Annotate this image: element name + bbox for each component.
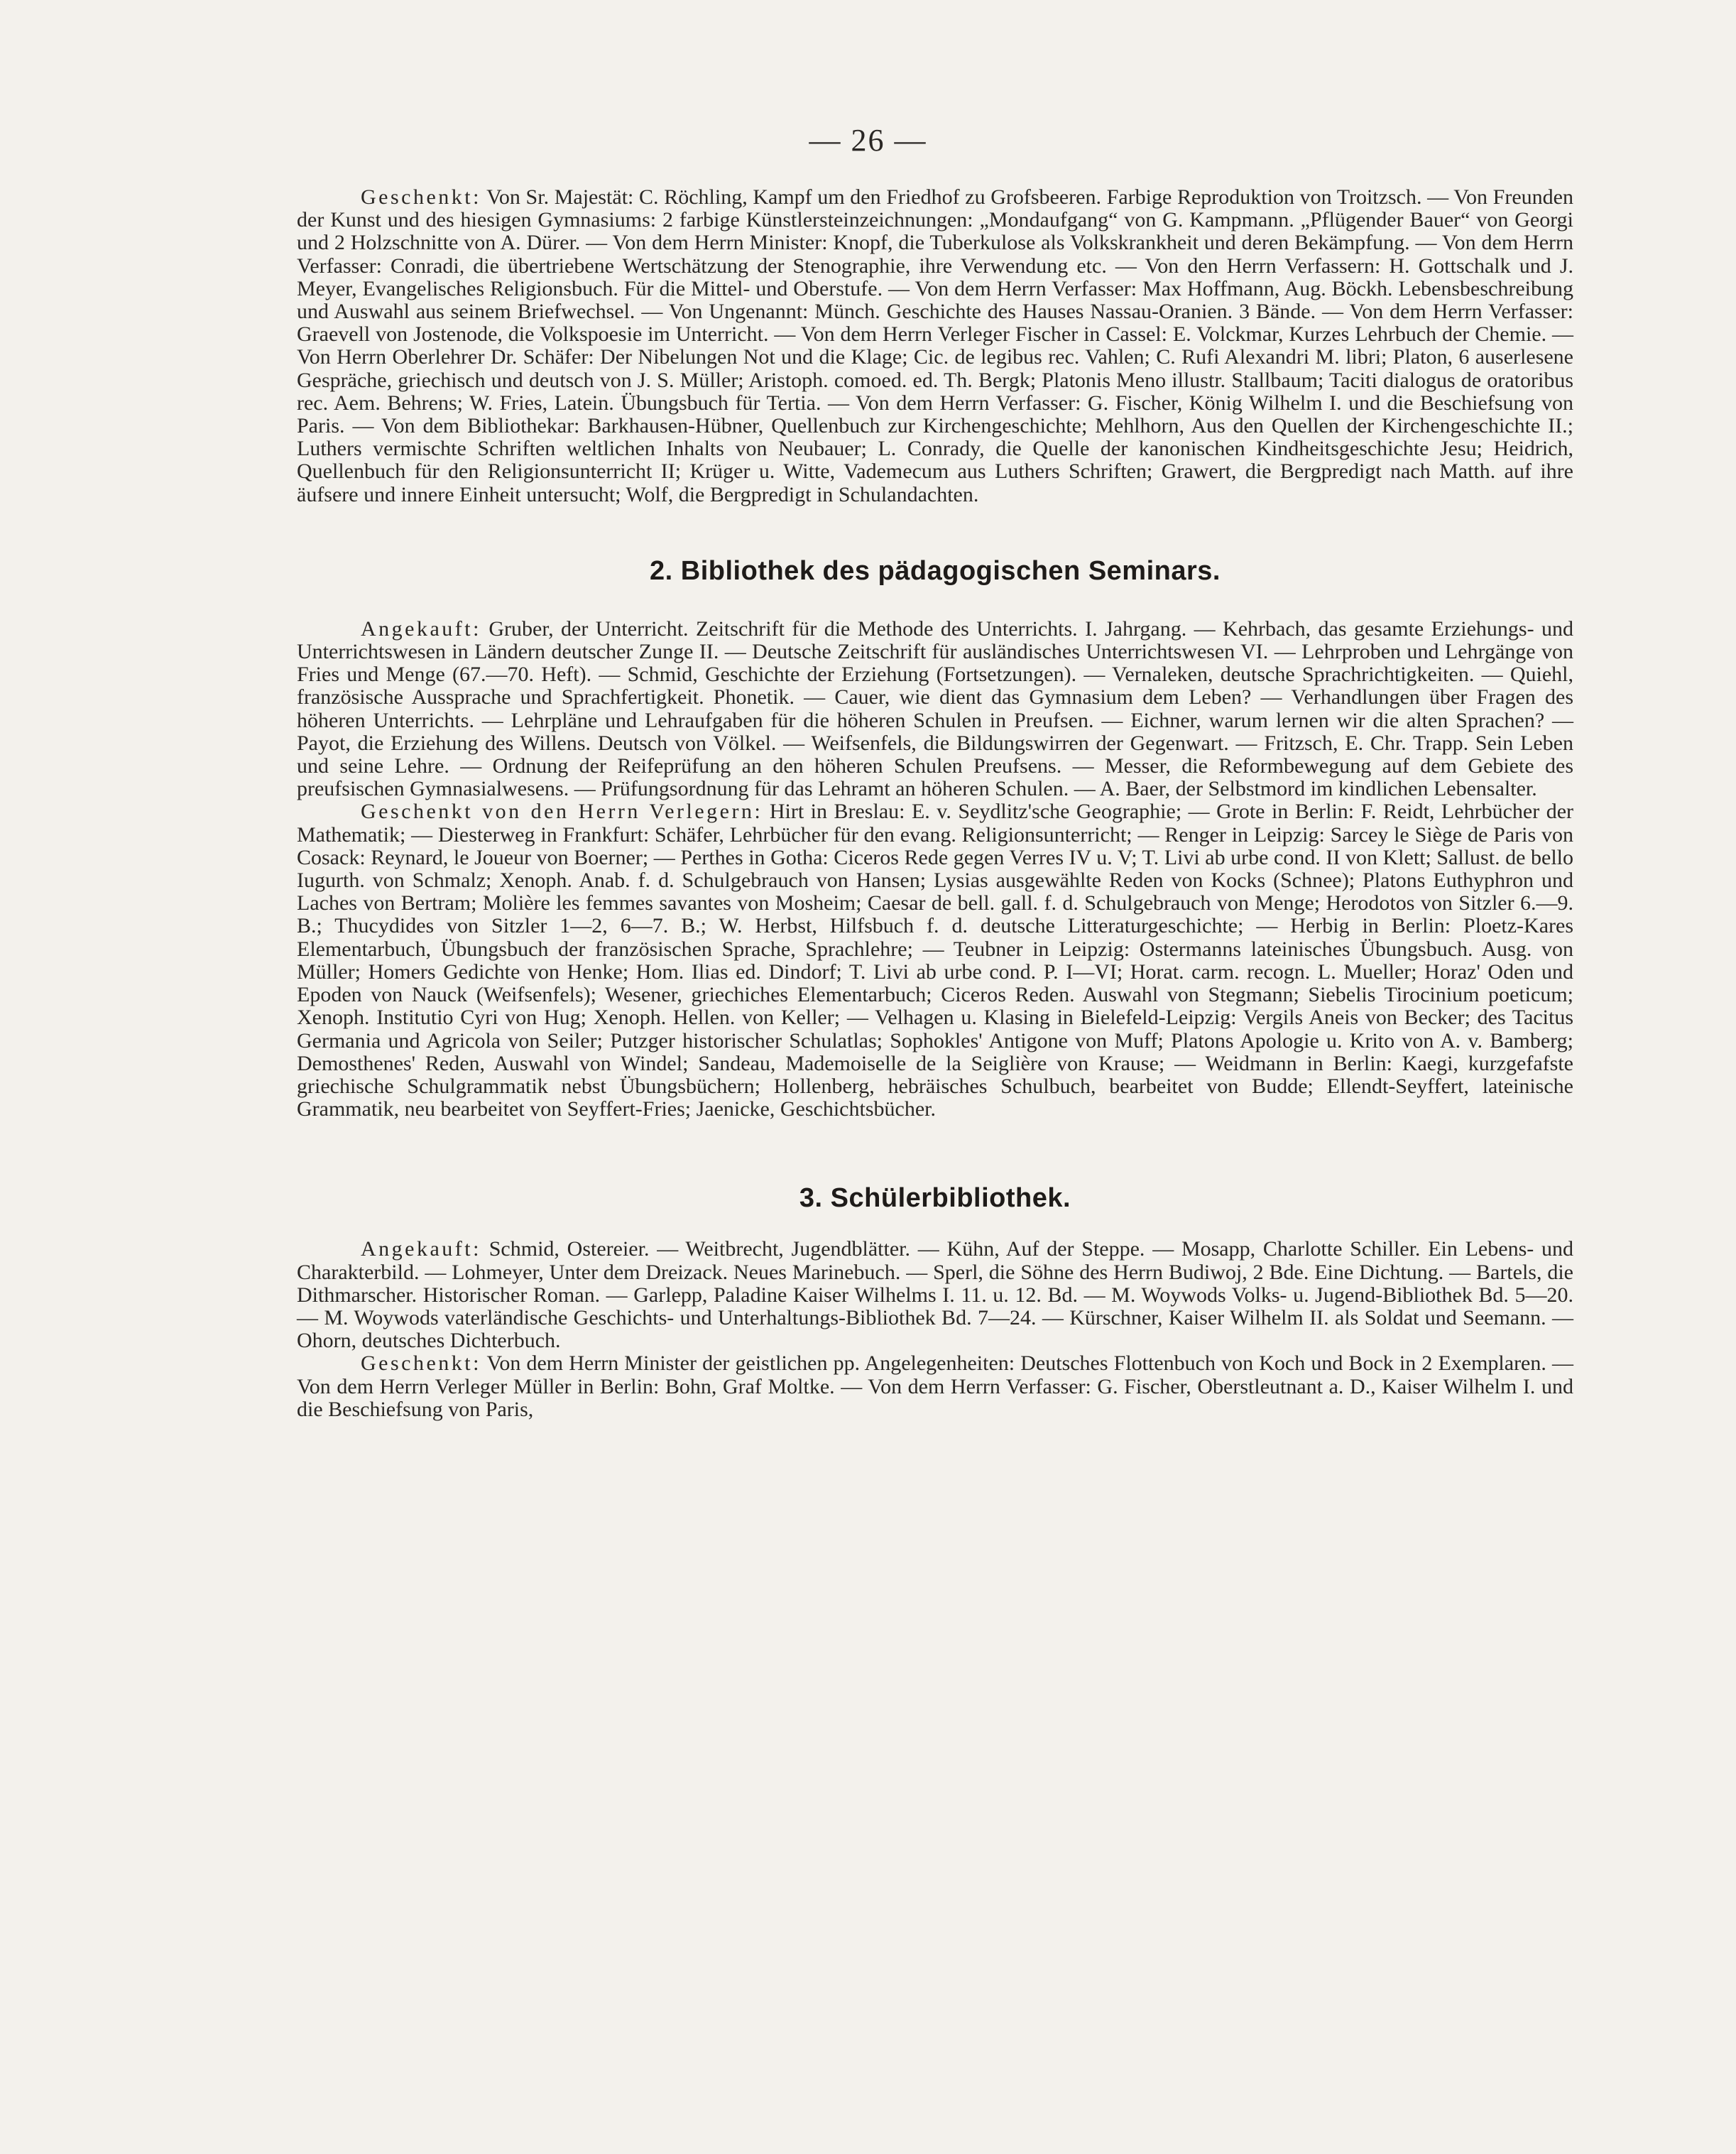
pupil-library-heading: 3. Schülerbibliothek.: [799, 1183, 1071, 1214]
seminar-gifts-paragraph: [297, 800, 1573, 1121]
seminar-purchased-paragraph: [297, 618, 1573, 801]
pupil-purchased-text: Schmid, Ostereier. — Weitbrecht, Jugendblätter. — Kühn, Auf der Steppe. — Mosapp, Charlotte Schiller. Ein Lebens- und Charakterbild. — Lohmeyer, Unter dem Dreizack. Neues Marinebuch. — Sperl, die Söhne des Herrn Budiwoj, 2 Bde. Eine Dichtung. — Bartels, die Dithmarscher. Historischer Roman. — Garlepp, Paladine Kaiser Wilhelms I. 11. u. 12. Bd. — M. Woywods Volks- u. Jugend-Bibliothek Bd. 5—20. — M. Woywods vaterländische Geschichts- und Unterhaltungs-Bibliothek Bd. 7—24. — Kürschner, Kaiser Wilhelm II. als Soldat und Seemann. — Ohorn, deutsches Dichterbuch.: [297, 1237, 1573, 1353]
seminar-purchased-text: Gruber, der Unterricht. Zeitschrift für die Methode des Unterrichts. I. Jahrgang. — Kehrbach, das gesamte Erziehungs- und Unterrichtswesen in Ländern deutscher Zunge II. — Deutsche Zeitschrift für ausländisches Unterrichtswesen VI. — Lehrproben und Lehrgänge von Fries und Menge (67.—70. Heft). — Schmid, Geschichte der Erziehung (Fortsetzungen). — Vernaleken, deutsche Sprachrichtigkeiten. — Quiehl, französische Aussprache und Sprachfertigkeit. Phonetik. — Cauer, wie dient das Gymnasium dem Leben? — Verhandlungen über Fragen des höheren Unterrichts. — Lehrpläne und Lehraufgaben für die höheren Schulen in Preufsen. — Eichner, warum lernen wir die alten Sprachen? — Payot, die Erziehung des Willens. Deutsch von Völkel. — Weifsenfels, die Bildungswirren der Gegenwart. — Fritzsch, E. Chr. Trapp. Sein Leben und seine Lehre. — Ordnung der Reifeprüfung an den höheren Schulen Preufsens. — Messer, die Reformbewegung auf dem Gebiete des preufsischen Gymnasialwesens. — Prüfungsordnung für das Lehramt an höheren Schulen. — A. Baer, der Selbstmord im kindlichen Lebensalter.: [297, 616, 1574, 801]
intro-gifts-paragraph: [297, 186, 1573, 506]
page-number: — 26 —: [809, 123, 927, 158]
pupil-gifts-paragraph: [297, 1352, 1573, 1421]
intro-gifts-lead: Geschenkt:: [361, 185, 481, 209]
seminar-gifts-text: Hirt in Breslau: E. v. Seydlitz'sche Geographie; — Grote in Berlin: F. Reidt, Lehrbücher der Mathematik; — Diesterweg in Frankfurt: Schäfer, Lehrbücher für den evang. Religionsunterricht; — Renger in Leipzig: Sarcey le Siège de Paris von Cosack: Reynard, le Joueur von Boerner; — Perthes in Gotha: Ciceros Rede gegen Verres IV u. V; T. Livi ab urbe cond. II von Klett; Sallust. de bello Iugurth. von Schmalz; Xenoph. Anab. f. d. Schulgebrauch von Hansen; Lysias ausgewählte Reden von Kocks (Schnee); Platons Euthyphron und Laches von Bertram; Molière les femmes savantes von Mosheim; Caesar de bell. gall. f. d. Schulgebrauch von Menge; Herodotos von Sitzler 6.—9. B.; Thucydides von Sitzler 1—2, 6—7. B.; W. Herbst, Hilfsbuch f. d. deutsche Litteraturgeschichte; — Herbig in Berlin: Ploetz-Kares Elementarbuch, Übungsbuch der französischen Sprache, Sprachlehre; — Teubner in Leipzig: Ostermanns lateinisches Übungsbuch. Ausg. von Müller; Homers Gedichte von Henke; Hom. Ilias ed. Dindorf; T. Livi ab urbe cond. P. I—VI; Horat. carm. recogn. L. Mueller; Horaz' Oden und Epoden von Nauck (Weifsenfels); Wesener, griechiches Elementarbuch; Ciceros Reden. Auswahl von Stegmann; Siebelis Tirocinium poeticum; Xenoph. Institutio Cyri von Hug; Xenoph. Hellen. von Keller; — Velhagen u. Klasing in Bielefeld-Leipzig: Vergils Aneis von Becker; des Tacitus Germania und Agricola von Seiler; Putzger historischer Schulatlas; Sophokles' Antigone von Muff; Platons Apologie u. Krito von A. v. Bamberg; Demosthenes' Reden, Auswahl von Windel; Sandeau, Mademoiselle de la Seiglière von Krause; — Weidmann in Berlin: Kaegi, kurzgefafste griechische Schulgrammatik nebst Übungsbüchern; Hollenberg, hebräisches Schulbuch, bearbeitet von Budde; Ellendt-Seyffert, lateinische Grammatik, neu bearbeitet von Seyffert-Fries; Jaenicke, Geschichtsbücher.: [297, 800, 1573, 1121]
pupil-purchased-lead: Angekauft:: [361, 1237, 481, 1261]
seminar-library-heading: 2. Bibliothek des pädagogischen Seminars.: [650, 555, 1221, 586]
pupil-gifts-lead: Geschenkt:: [361, 1351, 481, 1376]
seminar-purchased-lead: Angekauft:: [361, 616, 481, 641]
intro-gifts-text: Von Sr. Majestät: C. Röchling, Kampf um den Friedhof zu Grofsbeeren. Farbige Reproduktion von Troitzsch. — Von Freunden der Kunst und des hiesigen Gymnasiums: 2 farbige Künstlersteinzeichnungen: „Mondaufgang“ von G. Kampmann. „Pflügender Bauer“ von Georgi und 2 Holzschnitte von A. Dürer. — Von dem Herrn Minister: Knopf, die Tuberkulose als Volkskrankheit und deren Bekämpfung. — Von dem Herrn Verfasser: Conradi, die übertriebene Wertschätzung der Stenographie, ihre Verwendung etc. — Von den Herrn Verfassern: H. Gottschalk und J. Meyer, Evangelisches Religionsbuch. Für die Mittel- und Oberstufe. — Von dem Herrn Verfasser: Max Hoffmann, Aug. Böckh. Lebensbeschreibung und Auswahl aus seinem Briefwechsel. — Von Ungenannt: Münch. Geschichte des Hauses Nassau-Oranien. 3 Bände. — Von dem Herrn Verfasser: Graevell von Jostenode, die Volkspoesie im Unterricht. — Von dem Herrn Verleger Fischer in Cassel: E. Volckmar, Kurzes Lehrbuch der Chemie. — Von Herrn Oberlehrer Dr. Schäfer: Der Nibelungen Not und die Klage; Cic. de legibus rec. Vahlen; C. Rufi Alexandri M. libri; Platon, 6 auserlesene Gespräche, griechisch und deutsch von J. S. Müller; Aristoph. comoed. ed. Th. Bergk; Platonis Meno illustr. Stallbaum; Taciti dialogus de oratoribus rec. Aem. Behrens; W. Fries, Latein. Übungsbuch für Tertia. — Von dem Herrn Verfasser: G. Fischer, König Wilhelm I. und die Beschiefsung von Paris. — Von dem Bibliothekar: Barkhausen-Hübner, Quellenbuch zur Kirchengeschichte; Mehlhorn, Aus den Quellen der Kirchengeschichte II.; Luthers vermischte Schriften weltlichen Inhalts von Neubauer; L. Conrady, die Quelle der kanonischen Kindheitsgeschichte Jesu; Heidrich, Quellenbuch für den Religionsunterricht II; Krüger u. Witte, Vademecum aus Luthers Schriften; Grawert, die Bergpredigt nach Matth. auf ihre äufsere und innere Einheit untersucht; Wolf, die Bergpredigt in Schulandachten.: [297, 185, 1573, 506]
pupil-purchased-paragraph: [297, 1238, 1573, 1352]
seminar-gifts-lead: Geschenkt von den Herrn Verlegern:: [361, 800, 763, 824]
page-body: [297, 186, 1573, 1421]
pupil-gifts-text: Von dem Herrn Minister der geistlichen pp. Angelegenheiten: Deutsches Flottenbuch von Koch und Bock in 2 Exemplaren. — Von dem Herrn Verleger Müller in Berlin: Bohn, Graf Moltke. — Von dem Herrn Verfasser: G. Fischer, Oberstleutnant a. D., Kaiser Wilhelm I. und die Beschiefsung von Paris,: [297, 1351, 1573, 1421]
